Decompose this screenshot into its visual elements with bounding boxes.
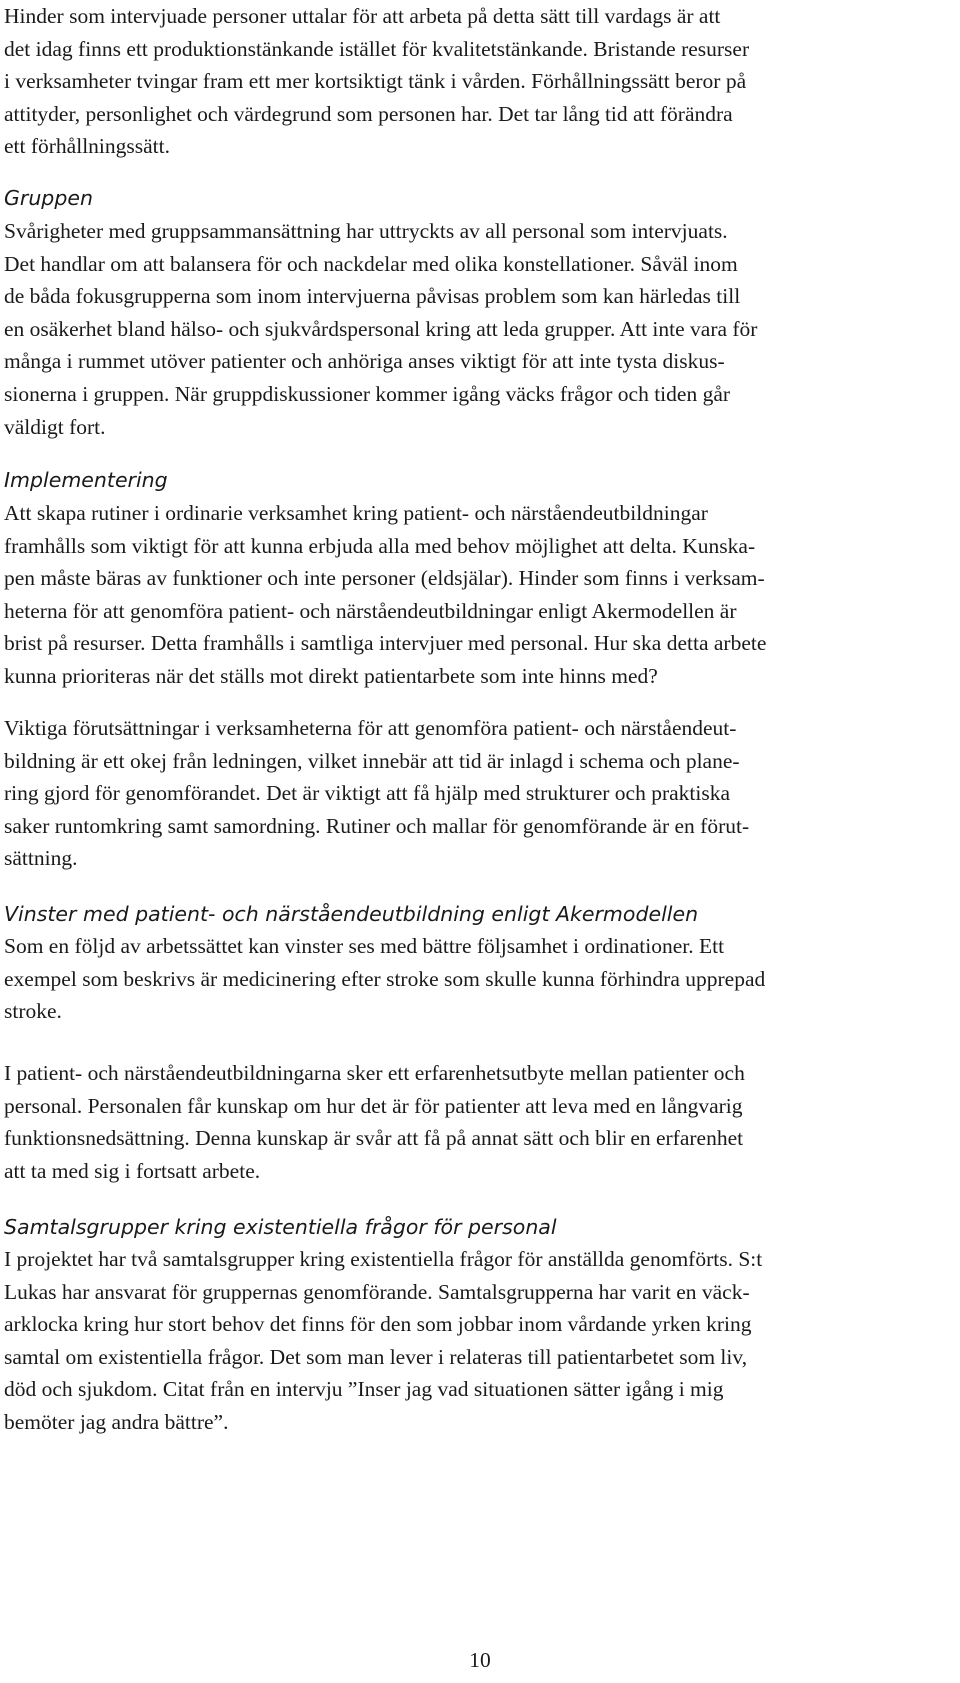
page-number: 10 <box>469 1648 491 1672</box>
intro-paragraph: Hinder som intervjuade personer uttalar för att arbeta på detta sätt till vardags är att det idag finns ett produktionstänkande istället för kvalitetstänkande. Bristande resurser i verksamheter tvingar fram ett mer kortsiktigt tänk i vården. Förhållningssätt beror på attityder, personlighet och värdegrund som personen har. Det tar lång tid att förändra ett förhållningssätt. <box>4 4 750 159</box>
gruppen-paragraph: Svårigheter med gruppsammansättning har uttryckts av all personal som intervjuats. Det handlar om att balansera för och nackdelar med olika konstellationer. Såväl inom de båda fokusgrupperna som inom intervjuerna påvisas problem som kan härledas till en osäkerhet bland hälso- och sjukvårdspersonal kring att leda grupper. Att inte vara för många i rummet utöver patienter och anhöriga anses viktigt för att inte tysta diskus- sionerna i gruppen. När gruppdiskussioner kommer igång väcks frågor och tiden går väldigt fort. <box>4 219 758 439</box>
section-heading-vinster: Vinster med patient- och närståendeutbildning enligt Akermodellen <box>4 902 699 926</box>
vinster-paragraph-2: I patient- och närståendeutbildningarna sker ett erfarenhetsutbyte mellan patienter och personal. Personalen får kunskap om hur det är för patienter att leva med en långvarig funktionsnedsättning. Denna kunskap är svår att få på annat sätt och blir en erfarenhet att ta med sig i fortsatt arbete. <box>4 1061 745 1183</box>
section-heading-implementering: Implementering <box>4 468 168 492</box>
section-heading-samtalsgrupper: Samtalsgrupper kring existentiella frågor för personal <box>4 1215 557 1239</box>
section-heading-gruppen: Gruppen <box>4 186 93 210</box>
vinster-paragraph-1: Som en följd av arbetssättet kan vinster ses med bättre följsamhet i ordinationer. Ett exempel som beskrivs är medicinering efter stroke som skulle kunna förhindra upprepad stroke. <box>4 934 766 1024</box>
samtalsgrupper-paragraph: I projektet har två samtalsgrupper kring existentiella frågor för anställda genomförts. S:t Lukas har ansvarat för gruppernas genomförande. Samtalsgrupperna har varit en väck- arklocka kring hur stort behov det finns för den som jobbar inom vårdande yrken kring samtal om existentiella frågor. Det som man lever i relateras till patientarbetet som liv, död och sjukdom. Citat från en intervju ”Inser jag vad situationen sätter igång i mig bemöter jag andra bättre”. <box>4 1247 763 1434</box>
implementering-paragraph-2: Viktiga förutsättningar i verksamheterna för att genomföra patient- och närståendeut- bildning är ett okej från ledningen, vilket innebär att tid är inlagd i schema och plane- ring gjord för genomförandet. Det är viktigt att få hjälp med strukturer och praktiska saker runtomkring samt samordning. Rutiner och mallar för genomförande är en förut- sättning. <box>4 716 750 871</box>
implementering-paragraph-1: Att skapa rutiner i ordinarie verksamhet kring patient- och närståendeutbildningar framhålls som viktigt för att kunna erbjuda alla med behov möjlighet att delta. Kunska- pen måste bäras av funktioner och inte personer (eldsjälar). Hinder som finns i verksam- heterna för att genomföra patient- och närståendeutbildningar enligt Akermodellen är brist på resurser. Detta framhålls i samtliga intervjuer med personal. Hur ska detta arbete kunna prioriteras när det ställs mot direkt patientarbete som inte hinns med? <box>4 501 767 688</box>
